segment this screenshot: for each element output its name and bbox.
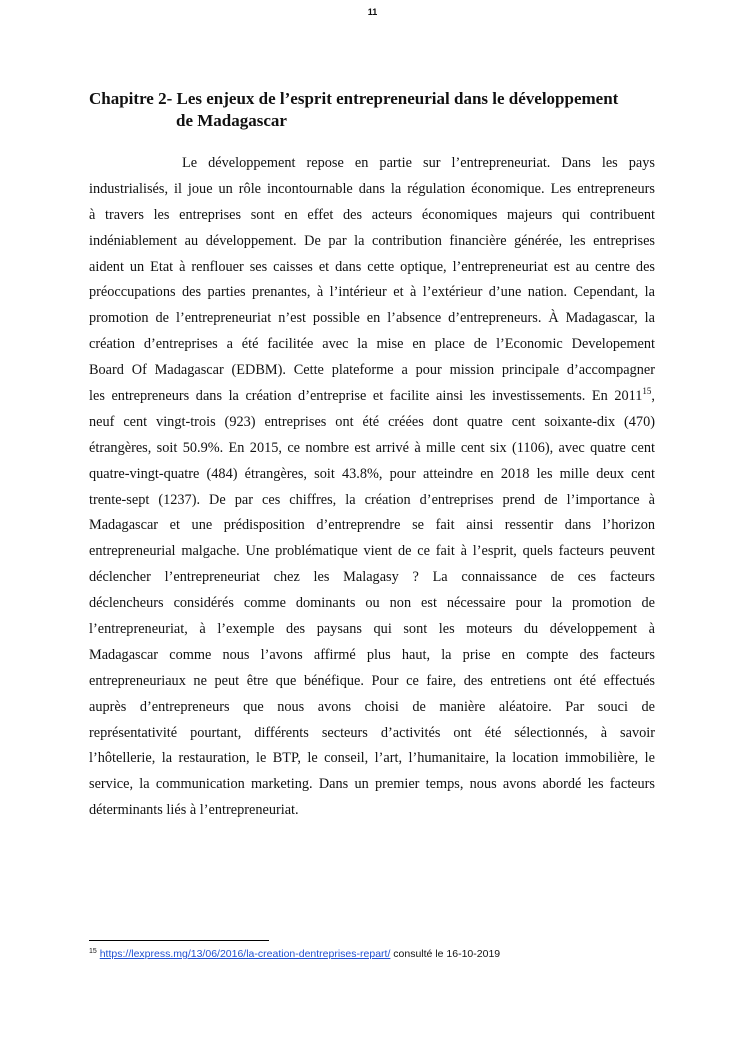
footnote-link[interactable]: https://lexpress.mg/13/06/2016/la-creation-dentreprises-repart/ bbox=[99, 948, 391, 960]
body-paragraph bbox=[89, 151, 655, 824]
paragraph-line: préoccupations des parties prenantes, à l’intérieur et à l’extérieur d’une nation. Cependant, la bbox=[89, 284, 655, 301]
footnote bbox=[89, 948, 500, 960]
chapter-title-line-1: Chapitre 2- Les enjeux de l’esprit entrepreneurial dans le développement bbox=[89, 89, 619, 108]
paragraph-line: déclencheurs considérés comme dominants ou non est nécessaire pour la promotion de bbox=[89, 595, 655, 612]
footnote-consulted-date: consulté le 16-10-2019 bbox=[390, 948, 501, 960]
paragraph-line: Le développement repose en partie sur l’entrepreneuriat. Dans les pays bbox=[182, 155, 655, 171]
paragraph-line: Board Of Madagascar (EDBM). Cette plateforme a pour mission principale d’accompagner bbox=[89, 362, 655, 379]
paragraph-line: Madagascar et une prédisposition d’entreprendre se fait ainsi ressentir dans l’horizon bbox=[89, 517, 655, 534]
paragraph-line-with-footnote bbox=[89, 384, 655, 410]
paragraph-line: l’entrepreneuriat, à l’exemple des paysans qui sont les moteurs du développement à bbox=[89, 621, 655, 638]
footnote-reference-comma: , bbox=[651, 388, 655, 405]
paragraph-line: promotion de l’entrepreneuriat n’est possible en l’absence d’entrepreneurs. À Madagascar, la bbox=[89, 310, 655, 327]
footnote-number: 15 bbox=[89, 948, 97, 955]
footnote-separator bbox=[89, 940, 269, 941]
paragraph-line: étrangères, soit 50.9%. En 2015, ce nombre est arrivé à mille cent six (1106), avec quatre cent bbox=[89, 439, 655, 456]
paragraph-line: déclencher l’entrepreneuriat chez les Malagasy ? La connaissance de ces facteurs bbox=[89, 569, 655, 586]
chapter-title-line-2: de Madagascar bbox=[176, 111, 287, 130]
paragraph-line: déterminants liés à l’entrepreneuriat. bbox=[89, 802, 299, 819]
paragraph-line: entrepreneurial malgache. Une problématique vient de ce fait à l’esprit, quels facteurs peuvent bbox=[89, 543, 655, 560]
paragraph-line: représentativité pourtant, différents secteurs d’activités ont été sélectionnés, à savoir bbox=[89, 724, 655, 741]
paragraph-line: quatre-vingt-quatre (484) étrangères, soit 43.8%, pour atteindre en 2018 les mille deux cent bbox=[89, 465, 655, 482]
chapter-title bbox=[89, 88, 669, 132]
paragraph-line: industrialisés, il joue un rôle incontournable dans la régulation économique. Les entrepreneurs bbox=[89, 180, 655, 197]
paragraph-line: neuf cent vingt-trois (923) entreprises ont été créées dont quatre cent soixante-dix (470) bbox=[89, 413, 655, 430]
paragraph-line: trente-sept (1237). De par ces chiffres, la création d’entreprises prend de l’importance à bbox=[89, 491, 655, 508]
paragraph-line: auprès d’entrepreneurs que nous avons choisi de manière aléatoire. Par souci de bbox=[89, 698, 655, 715]
paragraph-line: entrepreneuriaux ne peut être que bénéfique. Pour ce faire, des entretiens ont été effectués bbox=[89, 672, 655, 689]
paragraph-line: à travers les entreprises sont en effet des acteurs économiques majeurs qui contribuent bbox=[89, 206, 655, 223]
paragraph-line: indéniablement au développement. De par la contribution financière générée, les entreprises bbox=[89, 232, 655, 249]
paragraph-line: service, la communication marketing. Dans un premier temps, nous avons abordé les facteurs bbox=[89, 776, 655, 793]
paragraph-line: création d’entreprises a été facilitée avec la mise en place de l’Economic Developement bbox=[89, 336, 655, 353]
paragraph-line: Madagascar comme nous l’avons affirmé plus haut, la prise en compte des facteurs bbox=[89, 646, 655, 663]
paragraph-line: l’hôtellerie, la restauration, le BTP, le conseil, l’art, l’humanitaire, la location immobilière, le bbox=[89, 750, 655, 767]
paragraph-line: aident un Etat à renflouer ses caisses et dans cette optique, l’entrepreneuriat est au centre des bbox=[89, 258, 655, 275]
paragraph-line-text: les entrepreneurs dans la création d’entreprise et facilite ainsi les investissements. En 2011 bbox=[89, 388, 643, 405]
footnote-reference[interactable]: 15 bbox=[642, 386, 652, 397]
page-number: 11 bbox=[367, 7, 378, 17]
